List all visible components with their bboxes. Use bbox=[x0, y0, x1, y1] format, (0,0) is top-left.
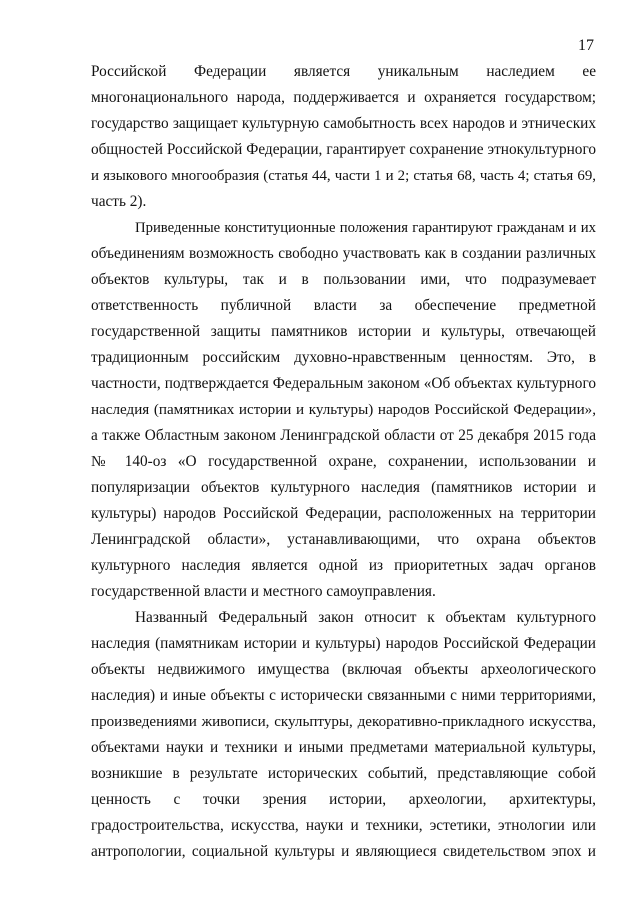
text-line: государственной защиты памятников истории и культуры, отвечающей bbox=[91, 323, 596, 340]
text-line: ответственность публичной власти за обеспечение предметной bbox=[91, 297, 596, 314]
text-line: государственной власти и местного самоуправления. bbox=[91, 583, 436, 600]
text-line: часть 2). bbox=[91, 193, 147, 210]
text-line: Названный Федеральный закон относит к объектам культурного bbox=[135, 609, 596, 626]
document-body bbox=[91, 59, 596, 865]
text-line: наследия (памятниках истории и культуры) народов Российской Федерации», bbox=[91, 402, 596, 418]
text-line: культуры) народов Российской Федерации, расположенных на территории bbox=[91, 505, 596, 522]
text-line: культурного наследия является одной из приоритетных задач органов bbox=[91, 557, 596, 574]
text-line: Ленинградской области», устанавливающими, что охрана объектов bbox=[91, 531, 596, 548]
text-line: государство защищает культурную самобытность всех народов и этнических bbox=[91, 115, 596, 132]
text-line: многонационального народа, поддерживается и охраняется государством; bbox=[91, 89, 596, 106]
text-line: произведениями живописи, скульптуры, декоративно-прикладного искусства, bbox=[91, 714, 596, 730]
text-line: Российской Федерации является уникальным наследием ее bbox=[91, 63, 596, 80]
text-line: популяризации объектов культурного наследия (памятников истории и bbox=[91, 479, 596, 496]
page-number: 17 bbox=[578, 37, 594, 54]
text-line: объекты недвижимого имущества (включая объекты археологического bbox=[91, 661, 596, 678]
text-line: наследия (памятникам истории и культуры) народов Российской Федерации bbox=[91, 635, 596, 652]
text-line: объединениям возможность свободно участвовать как в создании различных bbox=[91, 245, 596, 262]
text-line: № 140-оз «О государственной охране, сохранении, использовании и bbox=[91, 453, 596, 470]
text-line: традиционным российским духовно-нравственным ценностям. Это, в bbox=[91, 349, 596, 366]
text-line: антропологии, социальной культуры и являющиеся свидетельством эпох и bbox=[91, 843, 596, 860]
text-line: объектами науки и техники и иными предметами материальной культуры, bbox=[91, 739, 596, 756]
text-line: Приведенные конституционные положения гарантируют гражданам и их bbox=[135, 220, 596, 236]
text-line: общностей Российской Федерации, гарантирует сохранение этнокультурного bbox=[91, 141, 596, 158]
text-line: наследия) и иные объекты с исторически связанными с ними территориями, bbox=[91, 687, 596, 704]
text-line: возникшие в результате исторических событий, представляющие собой bbox=[91, 765, 596, 782]
text-line: градостроительства, искусства, науки и техники, эстетики, этнологии или bbox=[91, 817, 596, 834]
text-line: ценность с точки зрения истории, археологии, архитектуры, bbox=[91, 791, 596, 808]
text-line: частности, подтверждается Федеральным законом «Об объектах культурного bbox=[91, 375, 596, 392]
text-line: и языкового многообразия (статья 44, части 1 и 2; статья 68, часть 4; статья 69, bbox=[91, 168, 596, 184]
text-line: а также Областным законом Ленинградской области от 25 декабря 2015 года bbox=[91, 427, 596, 444]
text-line: объектов культуры, так и в пользовании ими, что подразумевает bbox=[91, 271, 596, 288]
